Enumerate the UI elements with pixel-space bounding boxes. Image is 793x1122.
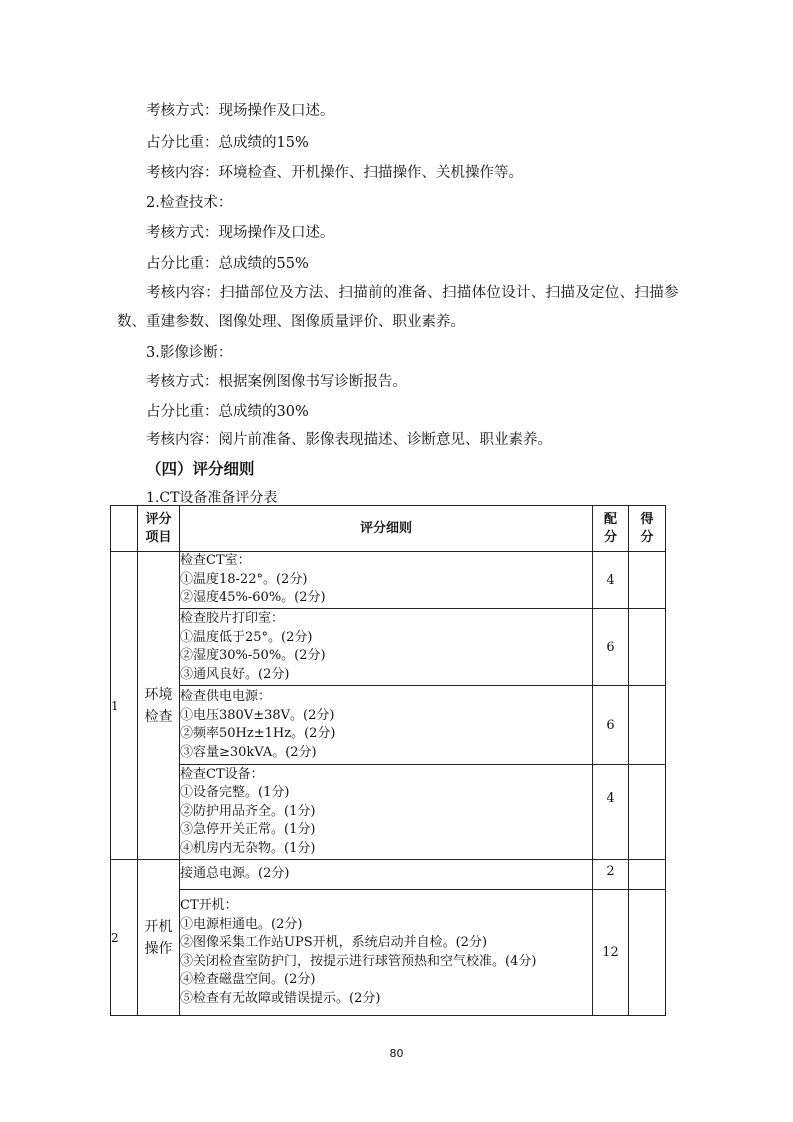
rule-line: 检查胶片打印室： xyxy=(180,611,285,626)
paragraph-section-2: 2.检查技术： xyxy=(146,195,233,211)
header-no xyxy=(111,506,138,552)
paragraph-weight-1: 占分比重：总成绩的15% xyxy=(146,135,309,151)
score-cell: 4 xyxy=(593,552,629,609)
page-number: 80 xyxy=(389,1047,404,1060)
header-rules: 评分细则 xyxy=(180,506,593,552)
rule-line: ②图像采集工作站UPS开机，系统启动并自检。(2分) xyxy=(180,935,488,950)
table-row xyxy=(111,686,666,765)
group-2-item-line1: 开机 xyxy=(144,918,173,935)
rule-line: 检查CT设备： xyxy=(180,766,264,782)
paragraph-content-2-cont: 数、重建参数、图像处理、图像质量评价、职业素养。 xyxy=(117,314,465,330)
got-cell xyxy=(629,609,666,686)
group-2-item-line2: 操作 xyxy=(144,940,173,957)
header-score-line1: 配 xyxy=(603,511,617,527)
table-row xyxy=(111,609,666,686)
scoring-table xyxy=(110,505,666,1016)
header-got-line1: 得 xyxy=(640,511,654,527)
rule-line: ②湿度30%-50%。(2分) xyxy=(180,648,326,663)
got-cell xyxy=(629,552,666,609)
rule-line: ①电压380V±38V。(2分) xyxy=(180,707,335,723)
rule-line: ①电源柜通电。(2分) xyxy=(180,916,303,932)
header-item xyxy=(138,506,180,552)
rule-cell xyxy=(180,552,593,609)
header-item-line1: 评分 xyxy=(145,511,172,527)
table-row xyxy=(111,765,666,860)
rule-line: ③急停开关正常。(1分) xyxy=(180,822,316,838)
paragraph-content-3: 考核内容：阅片前准备、影像表现描述、诊断意见、职业素养。 xyxy=(146,432,552,448)
score-cell: 12 xyxy=(593,890,629,1016)
group-2-no: 2 xyxy=(111,860,138,1016)
got-cell xyxy=(629,686,666,765)
rule-cell xyxy=(180,860,593,890)
group-1-item xyxy=(138,552,180,860)
score-cell: 6 xyxy=(593,686,629,765)
rule-line: ②湿度45%-60%。(2分) xyxy=(180,590,326,606)
got-cell xyxy=(629,860,666,890)
table-caption: 1.CT设备准备评分表 xyxy=(146,490,278,506)
rule-line: ①设备完整。(1分) xyxy=(180,785,290,801)
paragraph-content-1: 考核内容：环境检查、开机操作、扫描操作、关机操作等。 xyxy=(146,165,523,181)
rule-cell xyxy=(180,609,593,686)
header-item-line2: 项目 xyxy=(145,529,172,545)
rule-line: CT开机： xyxy=(180,898,238,913)
table-row xyxy=(111,860,666,890)
paragraph-assess-method-2: 考核方式：现场操作及口述。 xyxy=(146,225,335,241)
rule-line: 检查供电电源： xyxy=(180,689,272,704)
paragraph-section-3: 3.影像诊断： xyxy=(146,345,233,361)
rule-line: ③关闭检查室防护门，按提示进行球管预热和空气校准。(4分) xyxy=(180,953,537,969)
rule-cell xyxy=(180,686,593,765)
rule-line: ④机房内无杂物。(1分) xyxy=(180,840,316,856)
header-score xyxy=(593,506,629,552)
paragraph-assess-method-3: 考核方式：根据案例图像书写诊断报告。 xyxy=(146,374,407,390)
paragraph-content-2: 考核内容：扫描部位及方法、扫描前的准备、扫描体位设计、扫描及定位、扫描参 xyxy=(146,285,679,301)
paragraph-weight-2: 占分比重：总成绩的55% xyxy=(146,256,309,272)
group-1-item-line1: 环境 xyxy=(144,686,173,703)
got-cell xyxy=(629,765,666,860)
rule-line: ①温度低于25°。(2分) xyxy=(180,629,313,645)
header-score-line2: 分 xyxy=(603,529,617,545)
section-heading: （四）评分细则 xyxy=(146,460,255,478)
paragraph-weight-3: 占分比重：总成绩的30% xyxy=(146,404,309,420)
score-cell: 4 xyxy=(593,765,629,860)
got-cell xyxy=(629,890,666,1016)
table-row xyxy=(111,552,666,609)
header-got xyxy=(629,506,666,552)
rule-line: 接通总电源。(2分) xyxy=(180,866,290,882)
table-row xyxy=(111,890,666,1016)
group-1-no: 1 xyxy=(111,552,138,860)
rule-line: ②防护用品齐全。(1分) xyxy=(180,803,316,819)
paragraph-assess-method-1: 考核方式：现场操作及口述。 xyxy=(146,103,335,119)
rule-line: ⑤检查有无故障或错误提示。(2分) xyxy=(180,990,381,1006)
rule-line: ③容量≥30kVA。(2分) xyxy=(180,744,317,760)
table-header-row xyxy=(111,506,666,552)
group-1-item-line2: 检查 xyxy=(144,708,173,725)
rule-line: ②频率50Hz±1Hz。(2分) xyxy=(180,726,336,741)
rule-cell xyxy=(180,765,593,860)
rule-line: ③通风良好。(2分) xyxy=(180,666,290,682)
rule-line: ①温度18-22°。(2分) xyxy=(180,571,308,587)
rule-cell xyxy=(180,890,593,1016)
score-cell: 2 xyxy=(593,860,629,890)
score-cell: 6 xyxy=(593,609,629,686)
rule-line: 检查CT室： xyxy=(180,553,251,569)
header-got-line2: 分 xyxy=(640,529,654,545)
rule-line: ④检查磁盘空间。(2分) xyxy=(180,972,316,987)
group-2-item xyxy=(138,860,180,1016)
